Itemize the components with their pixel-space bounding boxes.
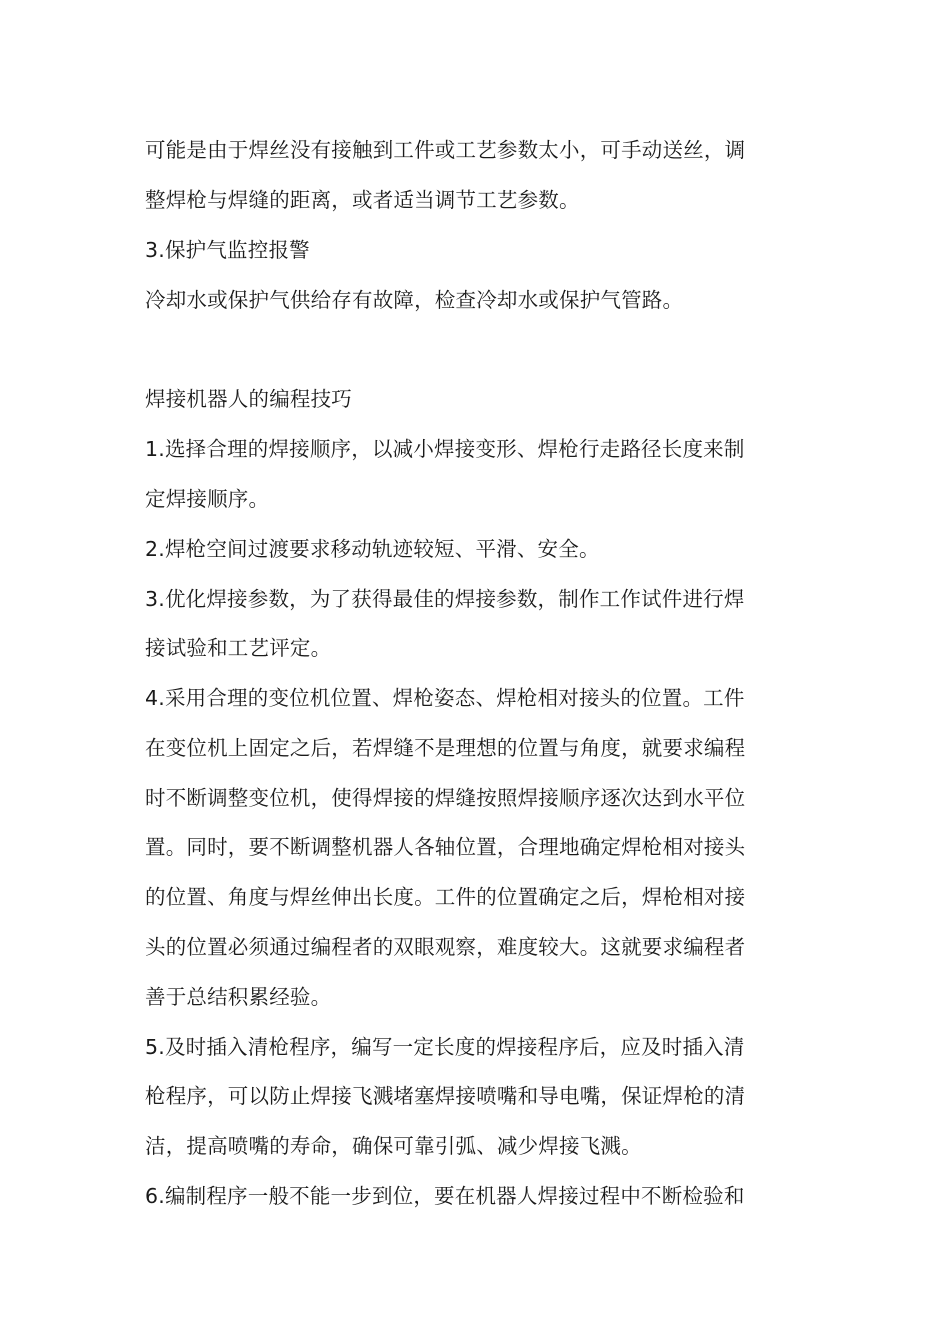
list-item-line: 的位置、角度与焊丝伸出长度。工件的位置确定之后，焊枪相对接 bbox=[145, 885, 746, 909]
list-item-line: 3.优化焊接参数，为了获得最佳的焊接参数，制作工作试件进行焊 bbox=[145, 587, 745, 611]
text-line: 整焊枪与焊缝的距离，或者适当调节工艺参数。 bbox=[145, 188, 580, 212]
text-line: 冷却水或保护气供给存有故障，检查冷却水或保护气管路。 bbox=[145, 288, 684, 312]
list-item-line: 1.选择合理的焊接顺序，以减小焊接变形、焊枪行走路径长度来制 bbox=[145, 437, 745, 461]
list-item-line: 枪程序，可以防止焊接飞溅堵塞焊接喷嘴和导电嘴，保证焊枪的清 bbox=[145, 1084, 746, 1108]
list-item-line: 时不断调整变位机，使得焊接的焊缝按照焊接顺序逐次达到水平位 bbox=[145, 786, 746, 810]
list-item-line: 定焊接顺序。 bbox=[145, 487, 270, 511]
list-item-line: 洁，提高喷嘴的寿命，确保可靠引弧、减少焊接飞溅。 bbox=[145, 1134, 642, 1158]
list-item-line: 头的位置必须通过编程者的双眼观察，难度较大。这就要求编程者 bbox=[145, 935, 746, 959]
list-item-line: 在变位机上固定之后，若焊缝不是理想的位置与角度，就要求编程 bbox=[145, 736, 746, 760]
text-line: 可能是由于焊丝没有接触到工件或工艺参数太小，可手动送丝，调 bbox=[145, 138, 746, 162]
list-item-line: 善于总结积累经验。 bbox=[145, 985, 332, 1009]
list-item-line: 2.焊枪空间过渡要求移动轨迹较短、平滑、安全。 bbox=[145, 537, 600, 561]
subheading-line: 3.保护气监控报警 bbox=[145, 238, 310, 262]
section-heading: 焊接机器人的编程技巧 bbox=[145, 387, 352, 411]
list-item-line: 6.编制程序一般不能一步到位，要在机器人焊接过程中不断检验和 bbox=[145, 1184, 745, 1208]
list-item-line: 接试验和工艺评定。 bbox=[145, 636, 332, 660]
list-item-line: 5.及时插入清枪程序，编写一定长度的焊接程序后，应及时插入清 bbox=[145, 1035, 745, 1059]
list-item-line: 置。同时，要不断调整机器人各轴位置，合理地确定焊枪相对接头 bbox=[145, 835, 746, 859]
list-item-line: 4.采用合理的变位机位置、焊枪姿态、焊枪相对接头的位置。工件 bbox=[145, 686, 745, 710]
